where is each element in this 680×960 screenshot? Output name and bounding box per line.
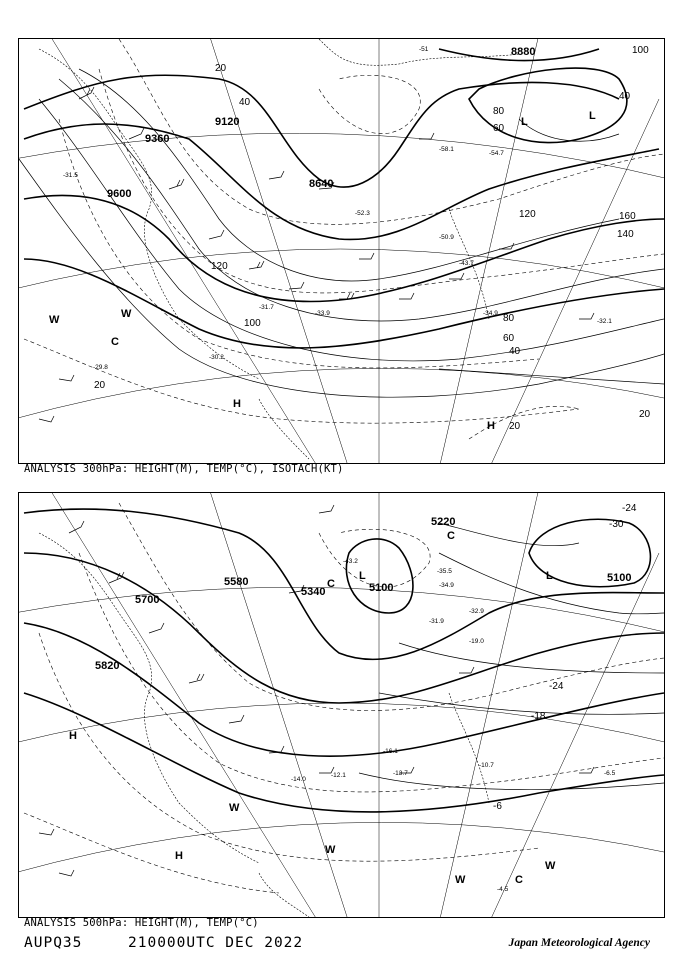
temp-label: -19.0 xyxy=(469,638,484,645)
warm-center-marker: W xyxy=(325,844,336,856)
isotach-label: 140 xyxy=(617,229,634,240)
height-label-9600: 9600 xyxy=(107,188,132,200)
temp-label: -4.5 xyxy=(497,886,509,893)
isotach-label: 20 xyxy=(509,421,521,432)
isotherm-label: -24 xyxy=(549,681,564,692)
height-labels xyxy=(95,516,631,672)
warm-center-marker: W xyxy=(545,860,556,872)
temp-label: -32.1 xyxy=(597,318,612,325)
warm-center-marker: W xyxy=(229,802,240,814)
warm-center-marker: W xyxy=(455,874,466,886)
height-label-5820: 5820 xyxy=(95,660,120,672)
high-pressure-marker: H xyxy=(233,398,241,410)
temp-label: -51 xyxy=(419,46,429,53)
warm-center-marker: W xyxy=(49,314,60,326)
valid-time: 210000UTC DEC 2022 xyxy=(128,935,304,951)
temp-label: -30.2 xyxy=(209,354,224,361)
temp-label: -34.9 xyxy=(483,310,498,317)
isotherm-label: -6 xyxy=(493,801,502,812)
low-pressure-marker: L xyxy=(359,570,366,582)
isotach-labels xyxy=(94,45,651,432)
height-label-5700: 5700 xyxy=(135,594,160,606)
wind-barbs xyxy=(39,505,594,876)
agency-credit: Japan Meteorological Agency xyxy=(508,937,650,949)
map-300hpa-canvas xyxy=(19,39,664,463)
isotach-label: 40 xyxy=(509,346,521,357)
cold-center-marker: C xyxy=(327,578,335,590)
high-pressure-marker: H xyxy=(175,850,183,862)
cold-center-marker: C xyxy=(111,336,119,348)
temp-label: -10.7 xyxy=(479,762,494,769)
temp-label: -31.7 xyxy=(259,304,274,311)
isotach-label: 100 xyxy=(244,318,261,329)
temp-label: -14.0 xyxy=(291,776,306,783)
low-pressure-marker: L xyxy=(589,110,596,122)
height-contours xyxy=(24,509,664,812)
high-pressure-marker: H xyxy=(69,730,77,742)
temp-label: -50.9 xyxy=(439,234,454,241)
isotach-label: 120 xyxy=(519,209,536,220)
temp-label: -52.3 xyxy=(355,210,370,217)
isotach-label: 80 xyxy=(503,313,515,324)
isotach-label: 60 xyxy=(493,123,505,134)
isotach-label: 20 xyxy=(94,380,106,391)
isotach-label: 20 xyxy=(215,63,227,74)
chart-code: AUPQ35 xyxy=(24,935,83,951)
temp-label: -16.1 xyxy=(383,748,398,755)
isotach-label: 20 xyxy=(639,409,651,420)
temp-label: -34.9 xyxy=(439,582,454,589)
graticule xyxy=(19,39,664,463)
low-pressure-marker: L xyxy=(546,570,553,582)
height-labels xyxy=(107,46,535,200)
temp-label: -32.9 xyxy=(469,608,484,615)
height-label-5220: 5220 xyxy=(431,516,456,528)
temp-label: -43.2 xyxy=(343,558,358,565)
cold-center-marker: C xyxy=(447,530,455,542)
temperature-labels xyxy=(291,558,616,893)
map-panel-300hpa xyxy=(18,38,665,464)
temp-label: -31.9 xyxy=(429,618,444,625)
isotach-label: 40 xyxy=(239,97,251,108)
panel-500hpa-caption: ANALYSIS 500hPa: HEIGHT(M), TEMP(°C) xyxy=(24,917,259,929)
temp-label: -12.1 xyxy=(331,772,346,779)
height-label-5100: 5100 xyxy=(369,582,394,594)
cold-center-marker: C xyxy=(515,874,523,886)
temp-label: -54.7 xyxy=(489,150,504,157)
isotach-label: 80 xyxy=(493,106,505,117)
isotherm-labels xyxy=(493,503,637,812)
temp-label: -29.8 xyxy=(93,364,108,371)
temp-label: -6.5 xyxy=(604,770,616,777)
height-label-5580: 5580 xyxy=(224,576,249,588)
map-500hpa-canvas xyxy=(19,493,664,917)
warm-center-marker: W xyxy=(121,308,132,320)
low-pressure-marker: L xyxy=(521,116,528,128)
isotherm-label: -30 xyxy=(609,519,624,530)
temp-label: -31.5 xyxy=(63,172,78,179)
height-label-9360: 9360 xyxy=(145,133,170,145)
isotherm-label: -24 xyxy=(622,503,637,514)
temp-label: -35.5 xyxy=(437,568,452,575)
high-pressure-marker: H xyxy=(487,420,495,432)
isotach-label: 100 xyxy=(632,45,649,56)
isotach-label: 60 xyxy=(503,333,515,344)
temp-label: -43.7 xyxy=(459,260,474,267)
panel-300hpa-caption: ANALYSIS 300hPa: HEIGHT(M), TEMP(°C), ISOTACH(KT) xyxy=(24,463,344,475)
temp-label: -13.7 xyxy=(393,770,408,777)
temp-label: -33.9 xyxy=(315,310,330,317)
height-label-5340: 5340 xyxy=(301,586,326,598)
height-label-5100: 5100 xyxy=(607,572,632,584)
height-label-9120: 9120 xyxy=(215,116,240,128)
height-label-8640: 8640 xyxy=(309,178,334,190)
isotach-label: 160 xyxy=(619,211,636,222)
temp-label: -58.1 xyxy=(439,146,454,153)
isotach-label: 120 xyxy=(211,261,228,272)
height-label-8880: 8880 xyxy=(511,46,536,58)
coastline xyxy=(39,533,489,917)
graticule xyxy=(19,493,664,917)
isotherm-label: -18 xyxy=(531,711,546,722)
map-panel-500hpa xyxy=(18,492,665,918)
coastline xyxy=(39,39,519,459)
isotach-label: 40 xyxy=(619,91,631,102)
